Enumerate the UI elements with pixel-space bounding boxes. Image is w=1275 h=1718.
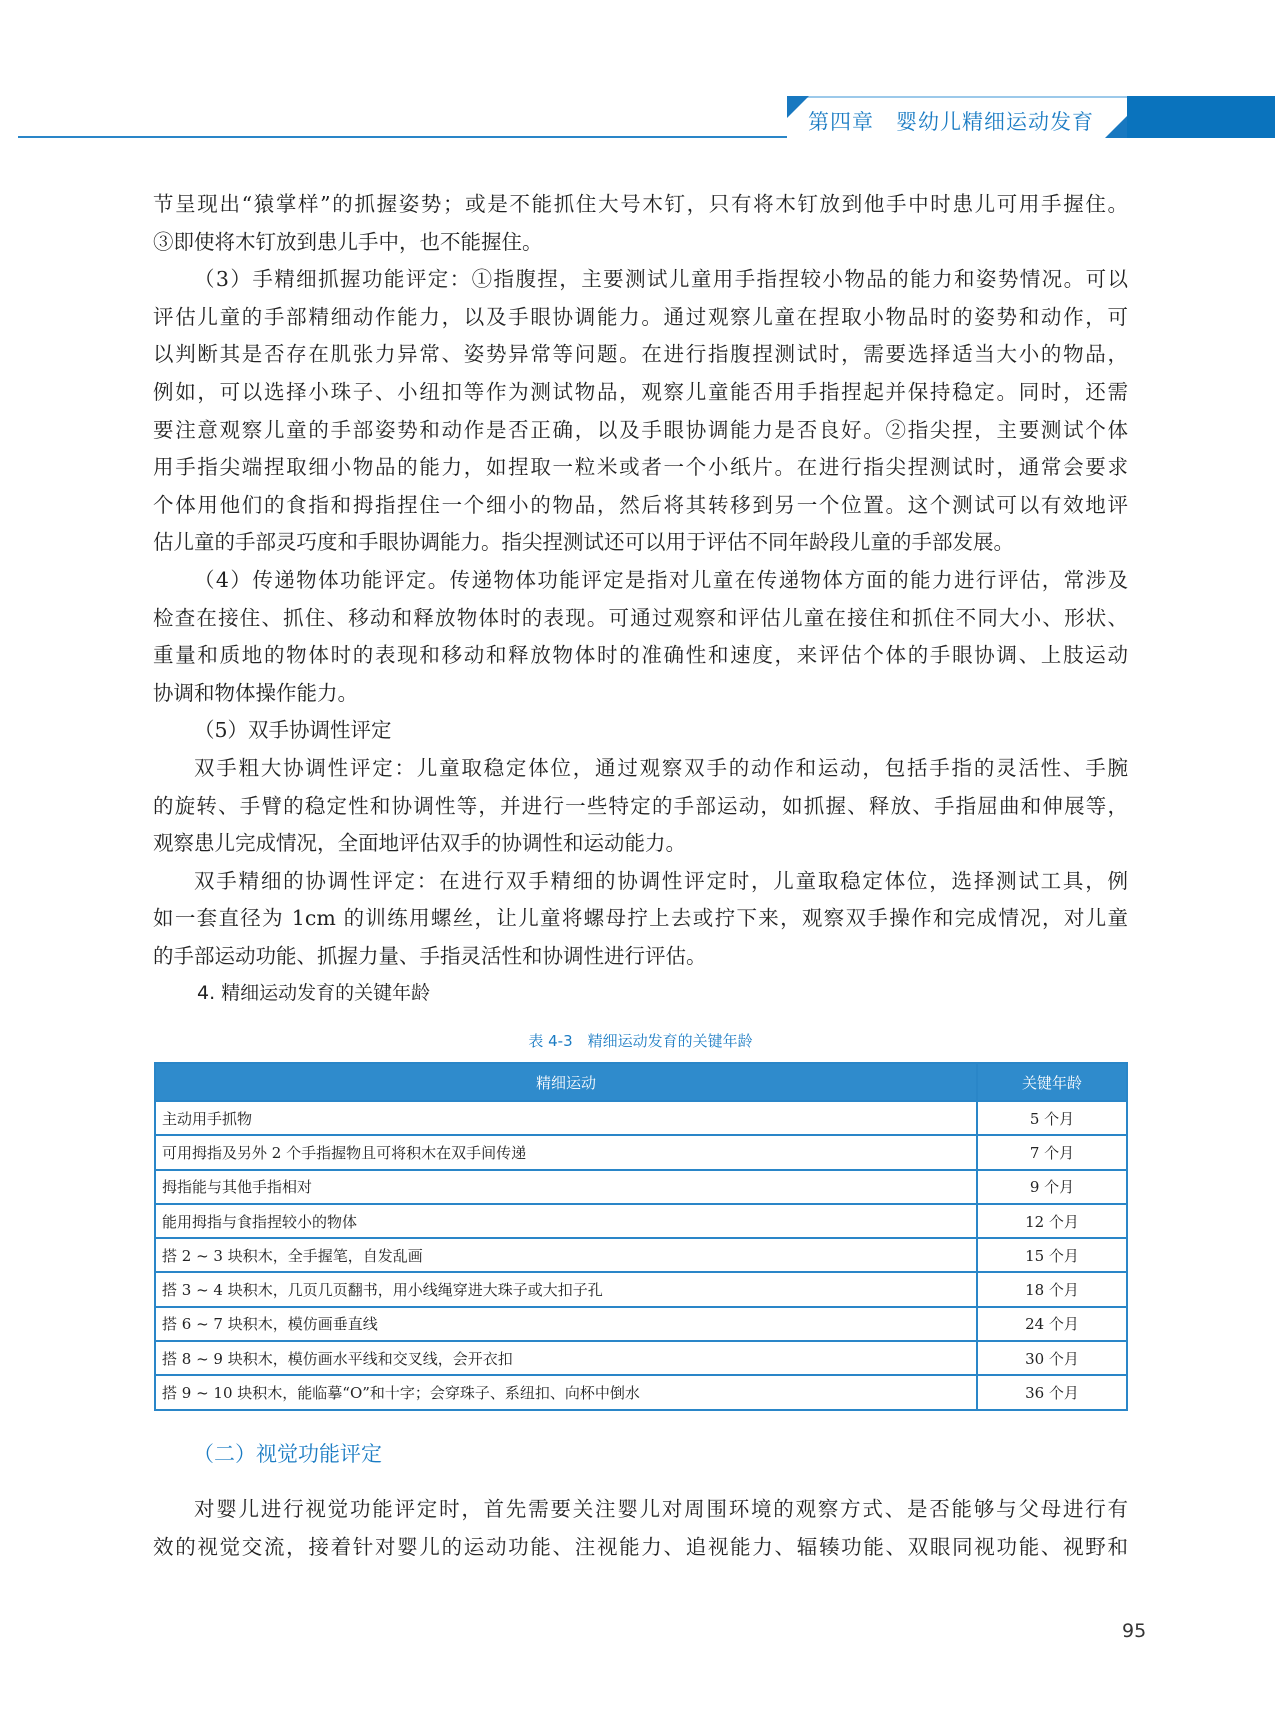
table-row [155,1238,1127,1272]
table-header-motion: 精细运动 [155,1063,977,1101]
text-line: 的手部运动功能、抓握力量、手指灵活性和协调性进行评估。 [153,943,707,968]
table-row [155,1135,1127,1169]
subheading: 4. 精细运动发育的关键年龄 [197,982,431,1005]
header-color-block [1127,96,1275,138]
body-text [153,186,1128,1013]
age-cell: 36 个月 [977,1375,1127,1409]
age-cell: 12 个月 [977,1204,1127,1238]
age-cell: 18 个月 [977,1272,1127,1306]
text-line: 协调和物体操作能力。 [153,680,358,705]
text-line: （4）传递物体功能评定。传递物体功能评定是指对儿童在传递物体方面的能力进行评估，常涉及 [194,567,1128,592]
table-row [155,1170,1127,1204]
text-line: 观察患儿完成情况，全面地评估双手的协调性和运动能力。 [153,831,686,856]
age-cell: 24 个月 [977,1307,1127,1341]
header-corner-decoration [1105,116,1127,138]
text-line: 节呈现出“猿掌样”的抓握姿势；或是不能抓住大号木钉，只有将木钉放到他手中时患儿可用手握住。 [153,192,1128,216]
motion-cell: 搭 2 ~ 3 块积木，全手握笔，自发乱画 [155,1238,977,1272]
table-row [155,1204,1127,1238]
text-line: 例如，可以选择小珠子、小纽扣等作为测试物品，观察儿童能否用手指捏起并保持稳定。同时，还需 [153,379,1128,404]
text-line: 对婴儿进行视觉功能评定时，首先需要关注婴儿对周围环境的观察方式、是否能够与父母进行有 [194,1497,1128,1521]
age-cell: 30 个月 [977,1341,1127,1375]
text-line: 个体用他们的食指和拇指捏住一个细小的物品，然后将其转移到另一个位置。这个测试可以有效地评 [153,492,1128,517]
table-row [155,1307,1127,1341]
body-text [153,1491,1128,1566]
page-number: 95 [1122,1620,1147,1642]
table-row [155,1272,1127,1306]
section-heading: （二）视觉功能评定 [193,1442,382,1466]
motion-cell: 搭 8 ~ 9 块积木，模仿画水平线和交叉线，会开衣扣 [155,1341,977,1375]
text-line: 效的视觉交流，接着针对婴儿的运动功能、注视能力、追视能力、辐辏功能、双眼同视功能、视野和 [153,1534,1128,1559]
motion-cell: 搭 3 ~ 4 块积木，几页几页翻书，用小线绳穿进大珠子或大扣子孔 [155,1272,977,1306]
text-line: 的旋转、手臂的稳定性和协调性等，并进行一些特定的手部运动，如抓握、释放、手指屈曲和伸展等， [153,793,1128,818]
age-cell: 9 个月 [977,1170,1127,1204]
text-line: 评估儿童的手部精细动作能力，以及手眼协调能力。通过观察儿童在捏取小物品时的姿势和动作，可 [153,304,1128,329]
table-row [155,1341,1127,1375]
table-header-age: 关键年龄 [977,1063,1127,1101]
text-line: （5）双手协调性评定 [194,718,392,743]
table-caption: 表 4-3 精细运动发育的关键年龄 [528,1032,753,1050]
text-line: 要注意观察儿童的手部姿势和动作是否正确，以及手眼协调能力是否良好。②指尖捏，主要测试个体 [153,417,1128,442]
age-cell: 15 个月 [977,1238,1127,1272]
table-row [155,1101,1127,1135]
motion-cell: 主动用手抓物 [155,1101,977,1135]
text-line: 双手精细的协调性评定：在进行双手精细的协调性评定时，儿童取稳定体位，选择测试工具，例 [194,868,1128,893]
text-line: 重量和质地的物体时的表现和移动和释放物体时的准确性和速度，来评估个体的手眼协调、上肢运动 [153,643,1128,668]
text-line: （3）手精细抓握功能评定：①指腹捏，主要测试儿童用手指捏较小物品的能力和姿势情况。可以 [194,267,1128,292]
motion-cell: 能用拇指与食指捏较小的物体 [155,1204,977,1238]
age-cell: 7 个月 [977,1135,1127,1169]
key-age-table [154,1062,1128,1411]
text-line: 以判断其是否存在肌张力异常、姿势异常等问题。在进行指腹捏测试时，需要选择适当大小的物品， [153,342,1128,367]
motion-cell: 搭 6 ~ 7 块积木，模仿画垂直线 [155,1307,977,1341]
header-corner-decoration [787,96,809,118]
text-line: ③即使将木钉放到患儿手中，也不能握住。 [153,229,543,254]
motion-cell: 可用拇指及另外 2 个手指握物且可将积木在双手间传递 [155,1135,977,1169]
text-line: 估儿童的手部灵巧度和手眼协调能力。指尖捏测试还可以用于评估不同年龄段儿童的手部发展。 [153,530,1014,555]
motion-cell: 拇指能与其他手指相对 [155,1170,977,1204]
chapter-title: 第四章 婴幼儿精细运动发育 [808,110,1094,134]
text-line: 检查在接住、抓住、移动和释放物体时的表现。可通过观察和评估儿童在接住和抓住不同大小、形状、 [153,605,1128,630]
text-line: 双手粗大协调性评定：儿童取稳定体位，通过观察双手的动作和运动，包括手指的灵活性、手腕 [194,755,1128,780]
table-row [155,1375,1127,1409]
age-cell: 5 个月 [977,1101,1127,1135]
motion-cell: 搭 9 ~ 10 块积木，能临摹“O”和十字；会穿珠子、系纽扣、向杯中倒水 [155,1375,977,1409]
text-line: 如一套直径为 1cm 的训练用螺丝，让儿童将螺母拧上去或拧下来，观察双手操作和完成情况，对儿童 [153,906,1128,931]
text-line: 用手指尖端捏取细小物品的能力，如捏取一粒米或者一个小纸片。在进行指尖捏测试时，通常会要求 [153,455,1128,480]
